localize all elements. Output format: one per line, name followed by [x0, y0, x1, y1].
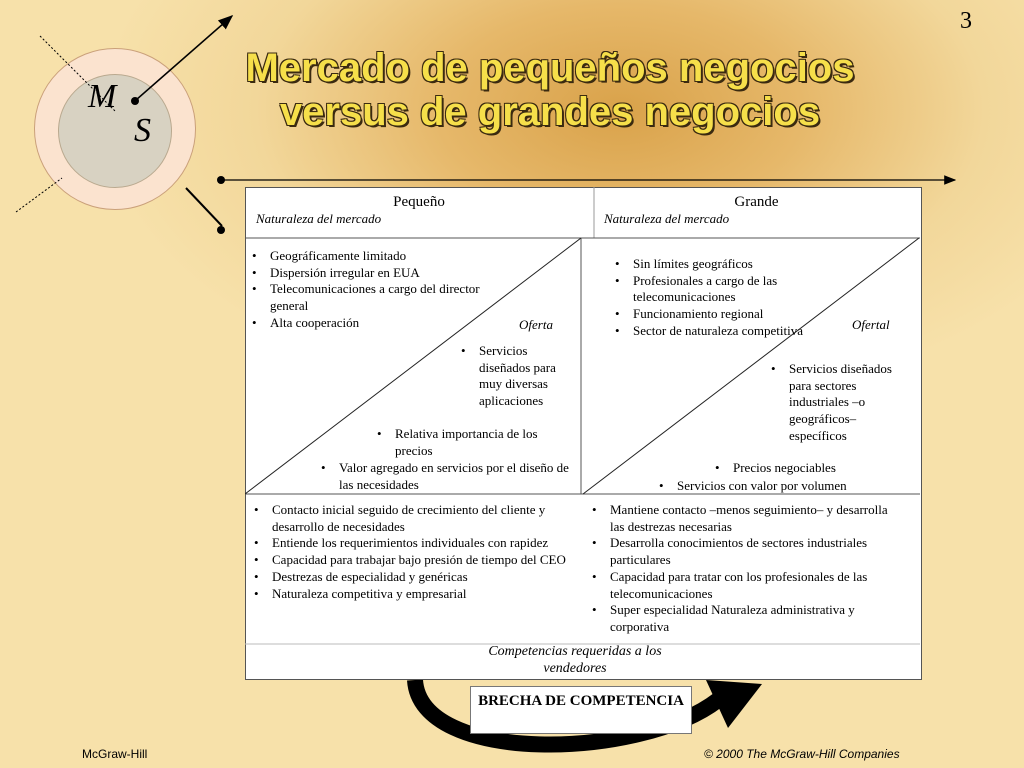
large-offer-label: Ofertal [852, 317, 890, 332]
logo-letter-s: S [134, 112, 151, 149]
header-small: Pequeño [393, 194, 445, 210]
small-offer-label: Oferta [519, 317, 553, 332]
header-large: Grande [734, 194, 779, 210]
list-item: • Servicios diseñados para sectores industriales –o geográficos– específicos [765, 361, 895, 445]
list-item: • Alta cooperación [246, 315, 486, 332]
list-item: • Servicios con valor por volumen [653, 478, 903, 495]
list-item: • Dispersión irregular en EUA [246, 265, 486, 282]
list-item: • Valor agregado en servicios por el diseño de las necesidades [315, 460, 577, 493]
list-item: • Contacto inicial seguido de crecimiento del cliente y desarrollo de necesidades [248, 502, 578, 535]
large-offer-list-bottom [653, 478, 903, 495]
list-item: • Sector de naturaleza competitiva [609, 323, 839, 340]
large-offer-list-mid [709, 460, 899, 477]
competency-gap-label: BRECHA DE COMPETENCIA [478, 693, 684, 709]
list-item: • Desarrolla conocimientos de sectores industriales particulares [586, 535, 902, 568]
footer-right: © 2000 The McGraw-Hill Companies [704, 747, 900, 761]
small-offer-list-mid [371, 426, 571, 459]
subheader-large: Naturaleza del mercado [604, 211, 730, 226]
line-dot-bottom [217, 226, 225, 234]
small-offer-list-top [455, 343, 567, 410]
list-item: • Sin límites geográficos [609, 256, 839, 273]
list-item: • Super especialidad Naturaleza administrativa y corporativa [586, 602, 902, 635]
list-item: • Servicios diseñados para muy diversas aplicaciones [455, 343, 567, 410]
list-item: • Geográficamente limitado [246, 248, 486, 265]
page-number: 3 [960, 8, 972, 34]
page-title-line-2: versus de grandes negocios [279, 90, 821, 134]
list-item: • Naturaleza competitiva y empresarial [248, 586, 578, 603]
list-item: • Funcionamiento regional [609, 306, 839, 323]
line-dot-left [217, 176, 225, 184]
list-item: • Destrezas de especialidad y genéricas [248, 569, 578, 586]
list-item: • Mantiene contacto –menos seguimiento– y desarrolla las destrezas necesarias [586, 502, 902, 535]
competencies-caption: Competencias requeridas a los vendedores [488, 644, 662, 676]
list-item: • Profesionales a cargo de las telecomunicaciones [609, 273, 839, 306]
list-item: • Capacidad para tratar con los profesionales de las telecomunicaciones [586, 569, 902, 602]
list-item: • Relativa importancia de los precios [371, 426, 571, 459]
small-offer-list-bottom [315, 460, 577, 493]
list-item: • Entiende los requerimientos individuales con rapidez [248, 535, 578, 552]
competency-gap-box [470, 686, 692, 734]
large-competency-list [586, 502, 902, 636]
small-market-list [246, 248, 486, 332]
page-title-line-1: Mercado de pequeños negocios [245, 46, 855, 90]
list-item: • Precios negociables [709, 460, 899, 477]
large-market-list [609, 256, 839, 340]
large-offer-list-top [765, 361, 895, 445]
logo-dot [131, 97, 139, 105]
small-competency-list [248, 502, 578, 602]
list-item: • Capacidad para trabajar bajo presión de tiempo del CEO [248, 552, 578, 569]
logo-letter-m: M [88, 78, 117, 115]
subheader-small: Naturaleza del mercado [256, 211, 382, 226]
footer-left: McGraw-Hill [82, 747, 148, 761]
list-item: • Telecomunicaciones a cargo del director general [246, 281, 486, 314]
